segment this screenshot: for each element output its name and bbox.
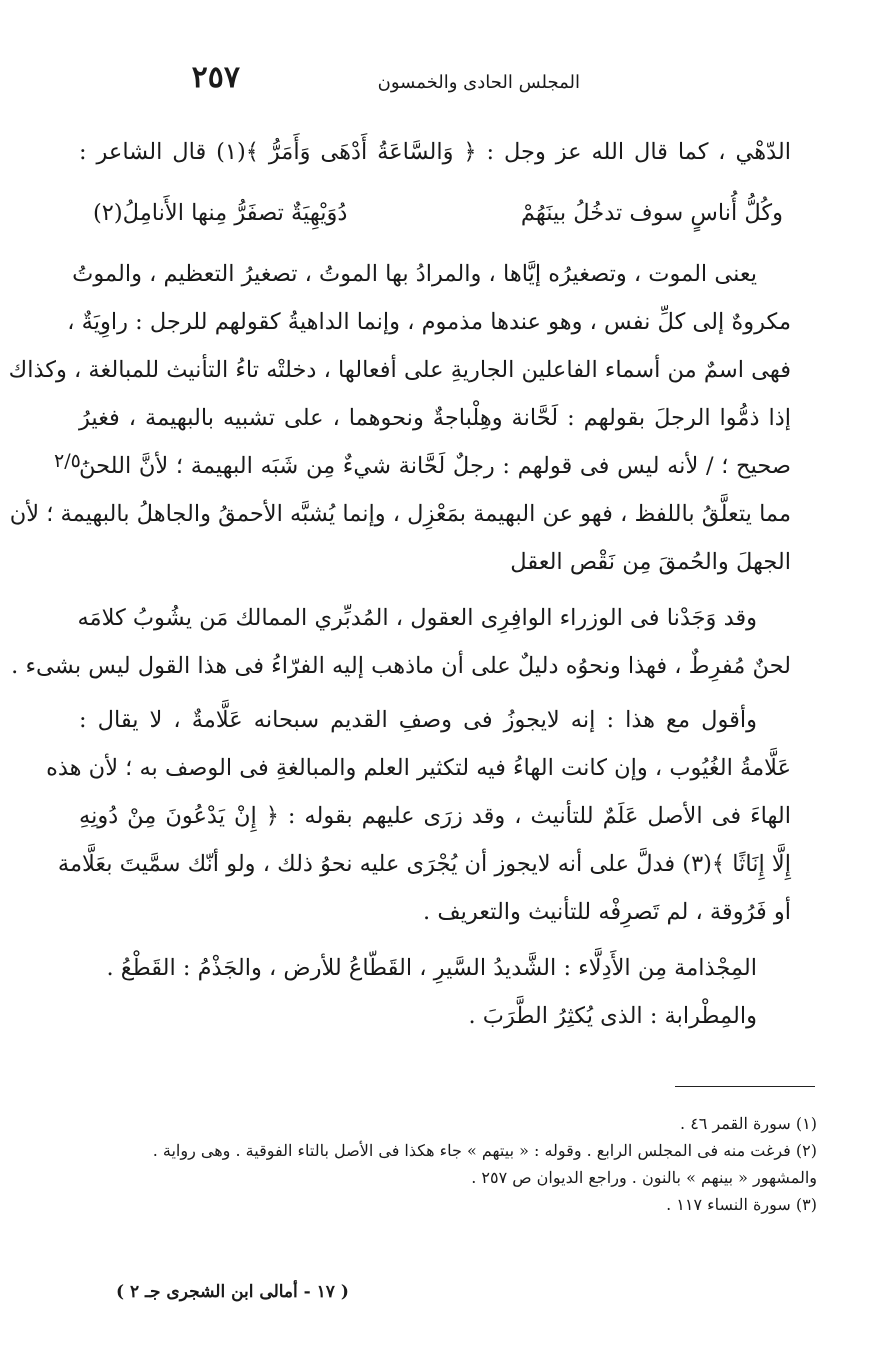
text-line: المِجْذامة مِن الأَدِلَّاء : الشَّديدُ السَّيرِ ، القَطّاعُ للأرض ، والجَذْمُ : القَطْعُ . [106,955,757,981]
footnote-1: (١) سورة القمر ٤٦ . [680,1114,817,1133]
footnote-3: (٣) سورة النساء ١١٧ . [666,1195,817,1214]
marginal-reference: ٢/٥٠ [54,450,92,472]
text-line: أو فَرُوقة ، لم تَصرِفْه للتأنيث والتعريف . [423,899,791,925]
running-header [100,62,800,102]
text-line: فهى اسمٌ من أسماء الفاعلين الجاريةِ على أفعالها ، دخلتْه تاءُ التأنيث للمبالغة ، وكذاك [8,357,791,383]
text-line: وأقول مع هذا : إنه لايجوزُ فى وصفِ القديم سبحانه عَلَّامةٌ ، لا يقال : [79,707,757,733]
footnote-2: (٢) فرغت منه فى المجلس الرابع . وقوله : « بيتهم » جاء هكذا فى الأصل بالتاء الفوقية . وهى رواية . [152,1141,817,1160]
text-line: عَلَّامةُ الغُيُوب ، وإن كانت الهاءُ فيه لتكثير العلم والمبالغةِ فى الوصف به ؛ لأن هذه [46,755,791,781]
text-line: يعنى الموت ، وتصغيرُه إيَّاها ، والمرادُ بها الموتُ ، تصغيرُ التعظيم ، والموتُ [72,261,757,287]
footnotes [57,1110,817,1218]
footnote-separator [675,1086,815,1087]
text-line: الدّهْي ، كما قال الله عز وجل : ﴿ وَالسَّاعَةُ أَدْهَى وَأَمَرُّ ﴾(١) قال الشاعر : [79,139,792,165]
main-text [79,128,791,176]
text-line: إِلَّا إِنَاثًا ﴾(٣) فدلَّ على أنه لايجوز أن يُجْرَى عليه نحوُ ذلك ، ولو أنّك سمَّيتَ بعَلَّامة [57,851,791,877]
text-line: إذا ذمُّوا الرجلَ بقولهم : لَحَّانة وهِلْباجةٌ ونحوهما ، على تشبيه بالبهيمة ، فغيرُ [79,405,791,431]
page-number: ٢٥٧ [191,60,240,95]
verse-second-hemistich: دُوَيْهِيَةٌ تصفَرُّ مِنها الأَنامِلُ(٢) [93,200,348,226]
text-line: لحنٌ مُفرِطٌ ، فهذا ونحوُه دليلٌ على أن ماذهب إليه الفرّاءُ فى هذا القول ليس بشىء . [11,653,791,679]
poetry-verse [93,188,783,238]
text-line: والمِطْرابة : الذى يُكثِرُ الطَّرَبَ . [468,1003,757,1029]
running-title: المجلس الحادى والخمسون [377,72,580,93]
text-line: مكروهٌ إلى كلِّ نفس ، وهو عندها مذموم ، وإنما الداهيةُ كقولهم للرجل : راوِيَةٌ ، [67,309,791,335]
footnote-2-continued: والمشهور « بينهم » بالنون . وراجع الديوان ص ٢٥٧ . [471,1168,817,1187]
text-line: وقد وَجَدْنا فى الوزراء الوافِرِى العقول ، المُدبِّري الممالك مَن يشُوبُ كلامَه [77,605,757,631]
signature-line: ( ١٧ - أمالى ابن الشجرى جـ ٢ ) [116,1282,349,1302]
text-line: الهاءَ فى الأصل عَلَمٌ للتأنيث ، وقد زرَى عليهم بقوله : ﴿ إِنْ يَدْعُونَ مِنْ دُونِهِ [79,803,791,829]
text-line: الجهلَ والحُمقَ مِن نَقْص العقل [510,549,791,575]
verse-first-hemistich: وكُلُّ أُناسٍ سوف تدخُلُ بينَهُمْ [520,200,783,226]
text-line: صحيح ؛ / لأنه ليس فى قولهم : رجلٌ لَحَّانة شيءٌ مِن شَبَه البهيمة ؛ لأنَّ اللحنَ [79,453,791,479]
text-line: مما يتعلَّقُ باللفظ ، فهو عن البهيمة بمَعْزِل ، وإنما يُشبَّه الأحمقُ والجاهلُ بالبهيمة ؛ لأن [9,501,791,527]
